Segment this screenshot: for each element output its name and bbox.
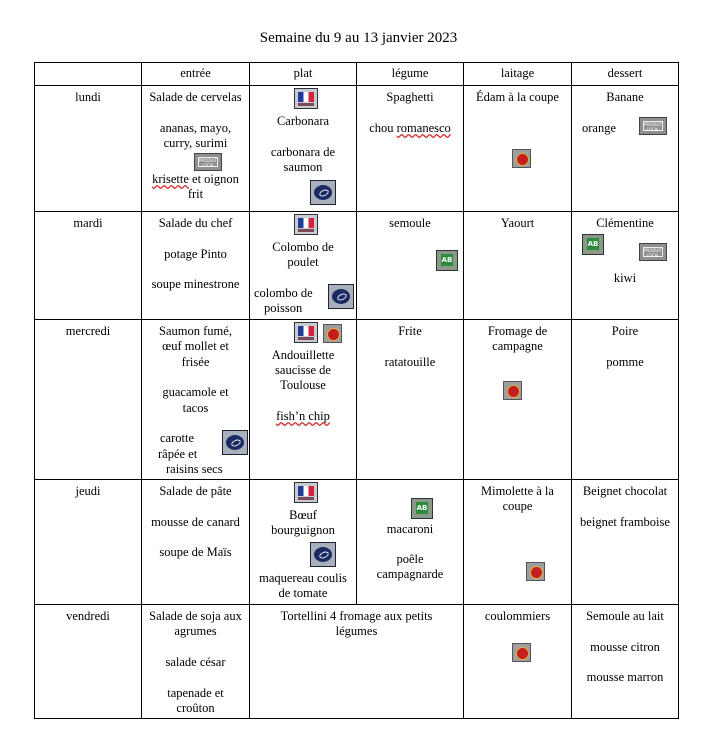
dish: chou romanesco	[369, 121, 451, 135]
dish: Édam à la coupe	[476, 90, 559, 104]
cell-plat	[250, 86, 357, 212]
dish: ananas, mayo,	[159, 121, 232, 135]
cell-laitage	[464, 212, 572, 320]
dish: Andouillette	[271, 348, 335, 362]
organic-ab-icon: AB	[436, 250, 458, 271]
dish: agrumes	[174, 624, 217, 638]
dish: saucisse de	[275, 363, 331, 377]
cell-entree	[142, 320, 250, 480]
cell-laitage	[464, 86, 572, 212]
header-legume: légume	[357, 63, 464, 86]
dish: beignet framboise	[580, 515, 670, 529]
dish: poêle	[396, 552, 424, 566]
quality-label-icon	[503, 381, 522, 400]
quality-label-icon	[526, 562, 545, 581]
dish: Salade de soja aux	[149, 609, 242, 623]
cell-legume	[357, 320, 464, 480]
dish: mousse citron	[590, 640, 660, 654]
dish: mousse de canard	[151, 515, 240, 529]
dish: salade césar	[165, 655, 226, 669]
day-label: mercredi	[35, 320, 142, 480]
dish: Salade de cervelas	[149, 90, 242, 104]
row-lundi	[35, 86, 679, 212]
organic-ab-icon: AB	[411, 498, 433, 519]
dish: Salade de pâte	[159, 484, 232, 498]
dish: raisins secs	[166, 462, 223, 476]
quality-label-icon	[323, 324, 342, 343]
header-plat: plat	[250, 63, 357, 86]
dish: Bœuf	[289, 508, 317, 522]
header-row	[35, 63, 679, 86]
cell-dessert	[572, 480, 679, 605]
header-dessert: dessert	[572, 63, 679, 86]
cell-entree	[142, 86, 250, 212]
dish: guacamole et	[162, 385, 229, 399]
dish: maquereau coulis	[259, 571, 347, 585]
cell-entree	[142, 480, 250, 605]
dish: ratatouille	[384, 355, 436, 369]
dish: Poire	[611, 324, 639, 338]
dish: Semoule au lait	[586, 609, 664, 623]
cell-laitage	[464, 320, 572, 480]
dish: carotte	[160, 431, 195, 445]
dish: frisée	[181, 355, 210, 369]
dish: pomme	[606, 355, 644, 369]
local-product-icon: PRODUIT LOCAL	[639, 117, 667, 135]
dish: Tortellini 4 fromage aux petits	[280, 609, 433, 623]
dish: bourguignon	[271, 523, 335, 537]
french-flag-origin-icon	[294, 482, 318, 503]
header-empty	[35, 63, 142, 86]
dish: Salade du chef	[158, 216, 233, 230]
cell-legume	[357, 212, 464, 320]
cell-plat	[250, 320, 357, 480]
dish: campagnarde	[376, 567, 444, 581]
quality-label-icon	[512, 643, 531, 662]
dish: saumon	[283, 160, 323, 174]
dish: Spaghetti	[386, 90, 434, 104]
dish: légumes	[335, 624, 378, 638]
cell-legume	[357, 480, 464, 605]
cell-laitage	[464, 605, 572, 719]
dish: de tomate	[278, 586, 328, 600]
cell-dessert	[572, 605, 679, 719]
quality-label-icon	[512, 149, 531, 168]
cell-dessert	[572, 320, 679, 480]
dish: soupe minestrone	[151, 277, 240, 291]
dish: frit	[187, 187, 204, 201]
cell-plat	[250, 480, 357, 605]
sustainable-fishing-icon	[222, 430, 248, 455]
dish: potage Pinto	[164, 247, 227, 261]
sustainable-fishing-icon	[310, 180, 336, 205]
cell-dessert	[572, 212, 679, 320]
dish: Banane	[606, 90, 644, 104]
dish: Fromage de	[487, 324, 548, 338]
day-label: jeudi	[35, 480, 142, 605]
dish: tapenade et	[167, 686, 224, 700]
cell-dessert	[572, 86, 679, 212]
dish: orange	[582, 121, 617, 135]
dish: Colombo de	[272, 240, 334, 254]
dish: Beignet chocolat	[582, 484, 668, 498]
page-title: Semaine du 9 au 13 janvier 2023	[259, 30, 458, 46]
dish: croûton	[176, 701, 215, 715]
dish: mousse marron	[586, 670, 664, 684]
dish: campagne	[492, 339, 543, 353]
dish: fish’n chip	[276, 409, 330, 423]
local-product-icon: PRODUIT LOCAL	[639, 243, 667, 261]
row-vendredi	[35, 605, 679, 719]
dish: soupe de Maïs	[159, 545, 232, 559]
row-mercredi	[35, 320, 679, 480]
header-laitage: laitage	[464, 63, 572, 86]
dish: coulommiers	[484, 609, 551, 623]
dish: Saumon fumé,	[159, 324, 232, 338]
cell-plat	[250, 212, 357, 320]
dish: colombo de	[254, 286, 313, 300]
day-label: mardi	[35, 212, 142, 320]
cell-plat-legume	[250, 605, 464, 719]
header-entree: entrée	[142, 63, 250, 86]
day-label: vendredi	[35, 605, 142, 719]
french-flag-origin-icon	[294, 88, 318, 109]
dish: Toulouse	[280, 378, 326, 392]
sustainable-fishing-icon	[328, 284, 354, 309]
dish: poulet	[287, 255, 319, 269]
day-label: lundi	[35, 86, 142, 212]
dish: Frite	[398, 324, 422, 338]
dish: Clémentine	[596, 216, 654, 230]
dish: Carbonara	[276, 114, 330, 128]
dish: semoule	[389, 216, 431, 230]
dish: macaroni	[386, 522, 434, 536]
cell-legume	[357, 86, 464, 212]
menu-table	[34, 62, 679, 719]
organic-ab-icon: AB	[582, 234, 604, 255]
french-flag-origin-icon	[294, 322, 318, 343]
dish: râpée et	[158, 447, 198, 461]
cell-entree	[142, 212, 250, 320]
french-flag-origin-icon	[294, 214, 318, 235]
cell-entree	[142, 605, 250, 719]
dish: œuf mollet et	[162, 339, 229, 353]
dish: krisette et oignon	[152, 172, 239, 186]
dish: kiwi	[613, 271, 637, 285]
dish: carbonara de	[270, 145, 336, 159]
dish: tacos	[182, 401, 209, 415]
dish: Mimolette à la	[481, 484, 554, 498]
row-mardi	[35, 212, 679, 320]
dish: Yaourt	[500, 216, 535, 230]
cell-laitage	[464, 480, 572, 605]
dish: coupe	[502, 499, 533, 513]
row-jeudi	[35, 480, 679, 605]
local-product-icon: PRODUIT LOCAL	[194, 153, 222, 171]
dish: curry, surimi	[163, 136, 228, 150]
dish: poisson	[264, 301, 303, 315]
sustainable-fishing-icon	[310, 542, 336, 567]
